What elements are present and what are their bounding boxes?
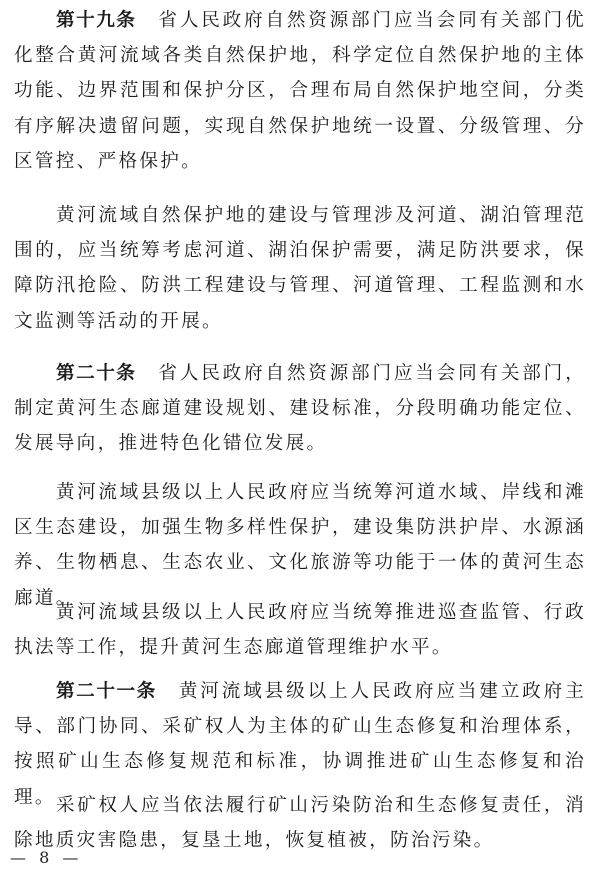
paragraph-article-20	[14, 356, 586, 462]
paragraph-article-20-third	[14, 595, 586, 665]
paragraph-article-21-second	[14, 788, 586, 858]
page-number: — 8 —	[10, 848, 83, 867]
paragraph-article-19-continued	[14, 198, 586, 339]
article-heading: 第二十条	[56, 363, 137, 384]
paragraph-text: 黄河流域县级以上人民政府应当统筹推进巡查监管、行政执法等工作，提升黄河生态廊道管理维护水平。	[14, 602, 586, 659]
paragraph-text: 黄河流域县级以上人民政府应当统筹河道水域、岸线和滩区生态建设，加强生物多样性保护，建设集防洪护岸、水源涵养、生物栖息、生态农业、文化旅游等功能于一体的黄河生态廊道。	[14, 482, 586, 609]
paragraph-text: 省人民政府自然资源部门应当会同有关部门优化整合黄河流域各类自然保护地，科学定位自然保护地的主体功能、边界范围和保护分区，合理布局自然保护地空间，分类有序解决遗留问题，实现自然保护地统一设置、分级管理、分区管控、严格保护。	[14, 10, 586, 172]
paragraph-text: 黄河流域县级以上人民政府应当建立政府主导、部门协同、采矿权人为主体的矿山生态修复和治理体系，按照矿山生态修复规范和标准，协调推进矿山生态修复和治理。	[14, 681, 586, 808]
paragraph-article-19	[14, 3, 586, 179]
article-heading: 第十九条	[56, 10, 137, 31]
article-heading: 第二十一条	[56, 681, 157, 702]
paragraph-text: 采矿权人应当依法履行矿山污染防治和生态修复责任，消除地质灾害隐患，复垦土地，恢复植被，防治污染。	[14, 795, 586, 852]
paragraph-text: 省人民政府自然资源部门应当会同有关部门，制定黄河生态廊道建设规划、建设标准，分段明确功能定位、发展导向，推进特色化错位发展。	[14, 363, 586, 455]
paragraph-text: 黄河流域自然保护地的建设与管理涉及河道、湖泊管理范围的，应当统筹考虑河道、湖泊保护需要，满足防洪要求，保障防汛抢险、防洪工程建设与管理、河道管理、工程监测和水文监测等活动的开展。	[14, 205, 586, 332]
